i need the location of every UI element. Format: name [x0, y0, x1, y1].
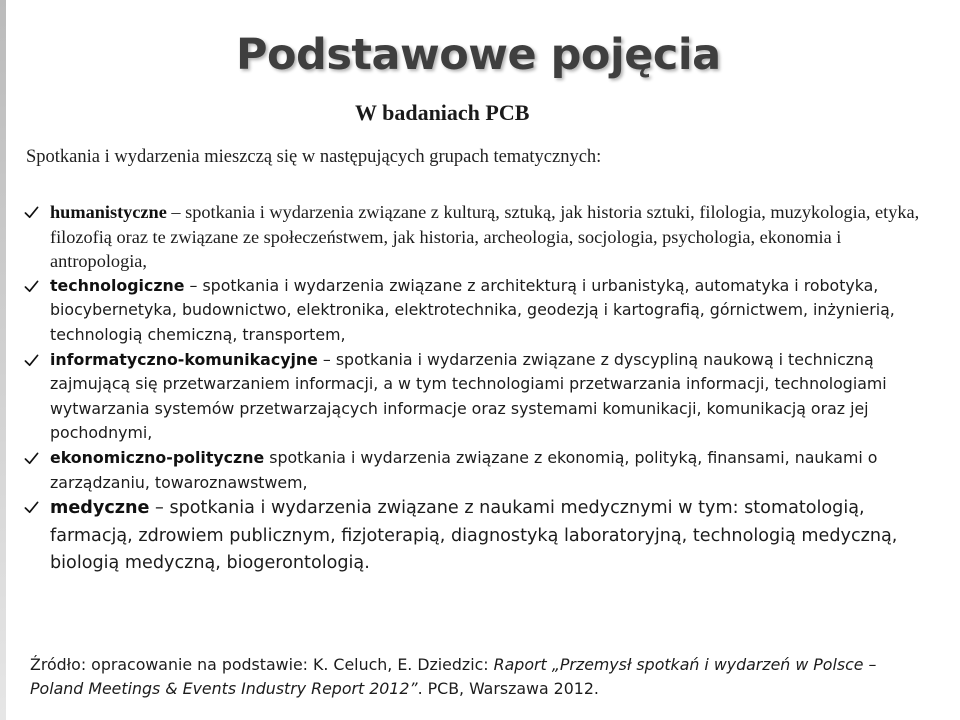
source-citation [30, 653, 930, 701]
item-term: medyczne [50, 498, 150, 519]
item-term: ekonomiczno-polityczne [50, 447, 265, 467]
checkmark-icon [24, 500, 39, 515]
item-separator: – [149, 498, 170, 519]
item-text: spotkania i wydarzenia związane z architekturą i urbanistyką, automatyka i robotyka, biocybernetyka, budownictwo, elektronika, elektrotechnika, geodezją i kartografią, górnictwem, inżynierią, technologią chemiczną, transportem, [50, 275, 895, 344]
list-item [24, 274, 934, 348]
item-separator: – [166, 202, 186, 222]
checkmark-icon [24, 205, 39, 220]
source-prefix: Źródło: opracowanie na podstawie: K. Celuch, E. Dziedzic: [30, 655, 494, 674]
checkmark-icon [24, 353, 39, 368]
intro-text: Spotkania i wydarzenia mieszczą się w następujących grupach tematycznych: [26, 147, 602, 167]
item-separator: – [317, 349, 336, 369]
topic-list [24, 200, 934, 577]
item-term: informatyczno-komunikacyjne [50, 349, 318, 369]
item-text: spotkania i wydarzenia związane z dyscypliną naukową i techniczną zajmującą się przetwarzaniem informacji, a w tym technologiami przetwarzania informacji, technologiami wytwarzania systemów przetwarzających informacje oraz systemami komunikacji, komunikacją oraz jej pochodnymi, [50, 349, 887, 443]
item-term: technologiczne [50, 275, 185, 295]
source-report-title: Raport „Przemysł spotkań i wydarzeń w Polsce – Poland Meetings & Events Industry Report 2012” [30, 655, 877, 698]
source-suffix: . PCB, Warszawa 2012. [417, 679, 599, 698]
side-accent-bar [0, 0, 6, 720]
item-text: spotkania i wydarzenia związane z ekonomią, polityką, finansami, naukami o zarządzaniu, towaroznawstwem, [50, 447, 878, 492]
item-text: spotkania i wydarzenia związane z kulturą, sztuką, jak historia sztuki, filologia, muzykologia, etyka, filozofią oraz te związane ze społeczeństwem, jak historia, archeologia, socjologia, psychologia, ekonomia i antropologia, [50, 202, 920, 272]
checkmark-icon [24, 279, 39, 294]
list-item [24, 495, 934, 577]
checkmark-icon [24, 451, 39, 466]
item-separator: – [184, 275, 203, 295]
slide-subtitle: W badaniach PCB [355, 100, 530, 125]
list-item [24, 200, 934, 274]
slide-title: Podstawowe pojęcia [236, 30, 721, 80]
item-term: humanistyczne [50, 202, 167, 222]
list-item [24, 348, 934, 446]
item-text: spotkania i wydarzenia związane z naukami medycznymi w tym: stomatologią, farmacją, zdrowiem publicznym, fizjoterapią, diagnostyką laboratoryjną, technologią medyczną, biologią medyczną, biogerontologią. [50, 498, 898, 573]
list-item [24, 446, 934, 495]
